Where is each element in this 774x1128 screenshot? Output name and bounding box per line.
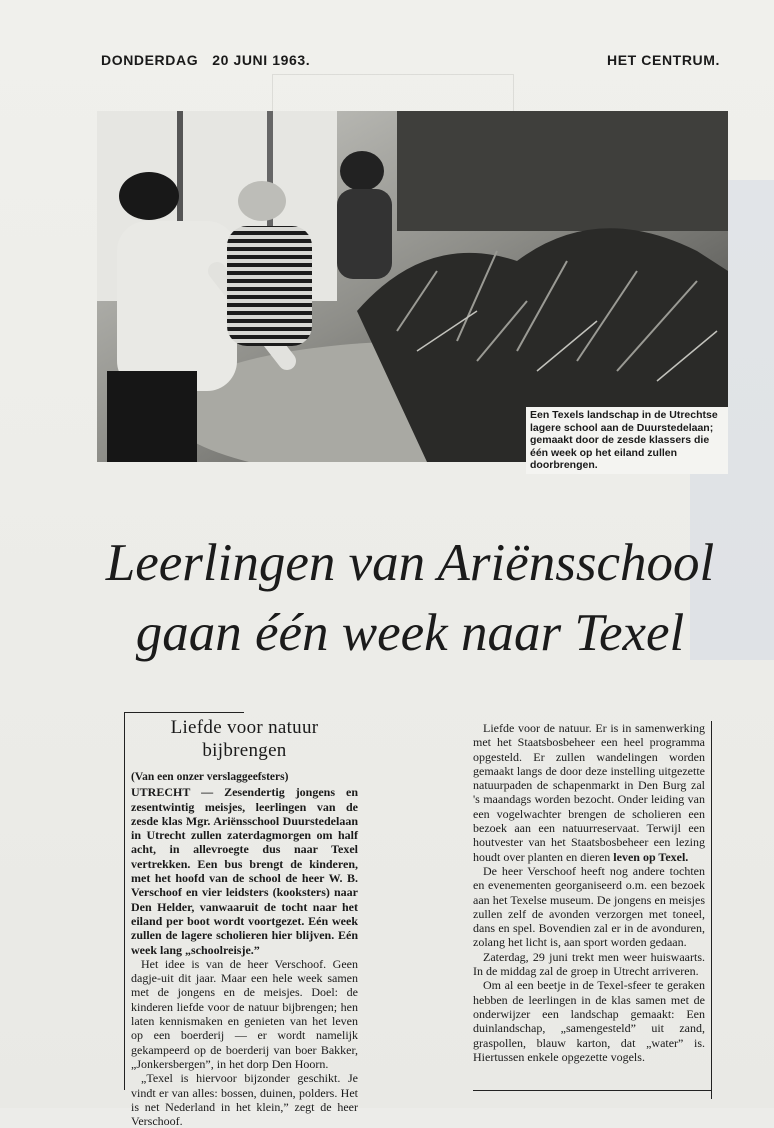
article-headline [60, 528, 760, 668]
photo-caption: Een Texels landschap in de Utrechtse lagere school aan de Duurstedelaan; gemaakt door de zesde klassers die één week op het eiland zullen doorbrengen. [526, 407, 728, 474]
article-right-paragraph-3: Zaterdag, 29 juni trekt men weer huiswaarts. In de middag zal de groep in Utrecht arriveren. [473, 949, 705, 979]
article-paragraph-2: Het idee is van de heer Verschoof. Geen dagje-uit dit jaar. Maar een hele week samen met de jongens en de meisjes. Doel: de kinderen liefde voor de natuur bijbrengen; hen laten kennismaken en genieten van het leven op een boerderij — er wordt namelijk gekampeerd op de boerderij van boer Bakker, „Jonkersbergen”, in het dorp Den Hoorn. [131, 956, 358, 1071]
archive-stamp [272, 74, 514, 116]
article-column-left [124, 712, 358, 1128]
article-lead-paragraph: UTRECHT — Zesendertig jongens en zesentwintig meisjes, leerlingen van de zesde klas Mgr. Ariënsschool Duurstedelaan in Utrecht zullen zaterdagmorgen om half acht, in allevroegte dus naar Texel vertrekken. Een bus brengt de kinderen, met het hoofd van de school de heer W. B. Verschoof en vier leidsters (kooksters) naar Den Helder, vanwaaruit de tocht naar het eiland per boot wordt voortgezet. Eén week zullen de lagere scholieren hier blijven. Eén week lang „schoolreisje.” [131, 785, 358, 957]
bleed-through-text [362, 700, 472, 960]
header-dateline [101, 52, 310, 68]
article-subheading [131, 716, 358, 762]
article-right-paragraph-2: De heer Verschoof heeft nog andere tochten en evenementen georganiseerd o.m. een bezoek aan het Texelse museum. De jongens en meisjes zullen zelf de avonden verzorgen met toneel, dans en spel. Bovendien zal er in de avonduren, zolang het licht is, aan sport worden gedaan. [473, 863, 705, 950]
article-byline: (Van een onzer verslaggeefsters) [131, 771, 289, 783]
header-date: 20 JUNI 1963. [212, 52, 311, 68]
header-newspaper-name: HET CENTRUM. [607, 52, 720, 68]
article-paragraph-3: „Texel is hiervoor bijzonder geschikt. Je vindt er van alles: bossen, duinen, polders. Het is net Nederland in het klein,” zegt de heer Verschoof. [131, 1071, 358, 1128]
article-right-paragraph-4: Om al een beetje in de Texel-sfeer te geraken hebben de leerlingen in de klas samen met de onderwijzer een landschap gemaakt: Een duinlandschap, „samengesteld” uit zand, graspollen, blauw karton, dat „water” is. Hiertussen enkele opgezette vogels. [473, 978, 705, 1064]
headline-line-1: Leerlingen van Ariënsschool [105, 534, 715, 592]
subheading-line-1: Liefde voor natuur [170, 717, 319, 738]
article-column-right [473, 721, 712, 1099]
header-day: DONDERDAG [101, 52, 199, 68]
article-right-paragraph-1 [473, 721, 705, 864]
headline-line-2: gaan één week naar Texel [135, 604, 685, 662]
subheading-line-2: bijbrengen [202, 740, 287, 761]
right-paragraph-1-text: Liefde voor de natuur. Er is in samenwerking met het Staatsbosbeheer een heel programma opgesteld. Er zullen wandelingen worden gemaakt langs de door deze instelling uitgezette natuurpaden de schapenmarkt in Den Burg zal 's maandags worden bezocht. Onder leiding van een vogelwachter brengen de scholieren een bezoek aan een natuurreservaat. Terwijl een houtvester van het Staatsbosbeheer een lezing houdt over planten en dieren [473, 721, 705, 864]
right-paragraph-1-tail: leven op Texel. [613, 849, 689, 864]
